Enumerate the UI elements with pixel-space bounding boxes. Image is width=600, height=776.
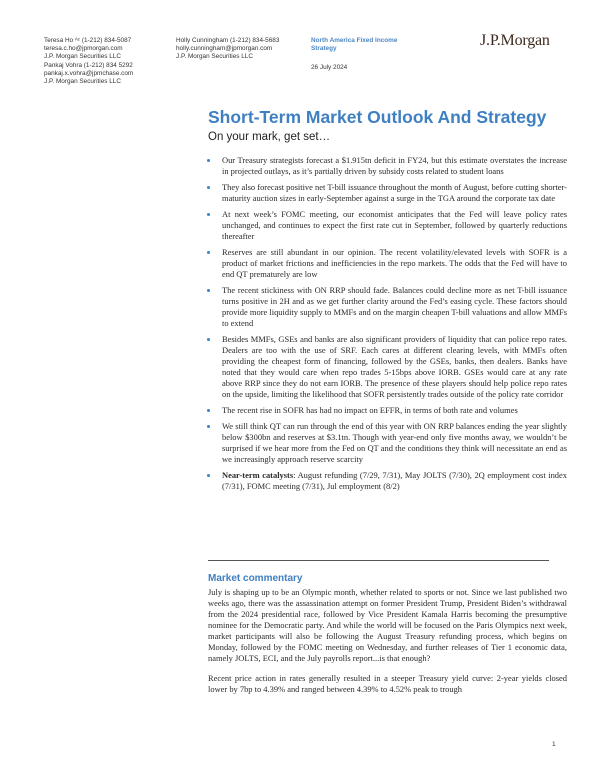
market-commentary-body: [208, 587, 567, 695]
paragraph: July is shaping up to be an Olympic month, whether related to sports or not. Since we last published two weeks ago, there was the assassination attempt on former President Trump, President Biden’s withdrawal from the 2024 presidential race, followed by Vice President Kamala Harris becoming the presumptive nominee for the Democratic party. And while the world will be focused on the Paris Olympics next week, market participants will also be following the August Treasury refunding process, which begins on Monday, followed by the FOMC meeting on Wednesday, and further releases of Tier 1 economic data, namely JOLTS, ECI, and the July payrolls report...is that enough?: [208, 587, 567, 663]
bullet-item: [204, 405, 567, 416]
bullet-icon: [207, 186, 210, 189]
bullet-icon: [207, 289, 210, 292]
bullet-text: : August refunding (7/29, 7/31), May JOLTS (7/30), 2Q employment cost index (7/31), FOMC meeting (7/31), Jul employment (8/2): [222, 470, 567, 491]
bullet-icon: [207, 409, 210, 412]
bullet-icon: [207, 159, 210, 162]
bullet-item: [204, 182, 567, 204]
page-title: Short-Term Market Outlook And Strategy: [208, 107, 547, 127]
contact-teresa-ho: [44, 37, 164, 61]
bullet-text: At next week’s FOMC meeting, our economist anticipates that the Fed will leave policy rates unchanged, and continues to expect the first rate cut in September, followed by quarterly reductions thereafter: [222, 209, 567, 241]
summary-bullets: [204, 155, 567, 497]
bullet-item: [204, 209, 567, 242]
bullet-text: They also forecast positive net T-bill issuance throughout the month of August, before cutting shorter-maturity auction sizes in early-September against a surge in the TGA around the corporate tax date: [222, 182, 567, 203]
contacts-middle: [176, 37, 296, 62]
bullet-bold-label: Near-term catalysts: [222, 470, 294, 480]
report-date: 26 July 2024: [311, 64, 348, 71]
contact-holly-cunningham: [176, 37, 296, 61]
contact-name: Holly Cunningham (1-212) 834-5683: [176, 37, 280, 44]
contact-company: J.P. Morgan Securities LLC: [44, 53, 121, 60]
bullet-icon: [207, 251, 210, 254]
contact-email-link[interactable]: holly.cunningham@jpmorgan.com: [176, 45, 273, 52]
bullet-item: [204, 421, 567, 465]
page-subtitle: On your mark, get set…: [208, 131, 331, 143]
bullet-text: The recent stickiness with ON RRP should fade. Balances could decline more as net T-bill issuance turns positive in 2H and as we get further clarity around the Fed’s easing cycle. These factors should provide more liquidity supply to MMFs and on the margin cheapen T-bill valuations and allow MMFs to extend: [222, 285, 567, 328]
bullet-item: [204, 285, 567, 329]
contact-email-link[interactable]: teresa.c.ho@jpmorgan.com: [44, 45, 123, 52]
contact-name: Teresa Ho ᴬᶜ (1-212) 834-5087: [44, 37, 132, 44]
paragraph: Recent price action in rates generally resulted in a steeper Treasury yield curve: 2-year yields closed lower by 7bp to 4.39% and ranged between 4.39% to 4.52% peak to trough: [208, 673, 567, 694]
bullet-icon: [207, 425, 210, 428]
contacts-left: [44, 37, 164, 87]
bullet-text: The recent rise in SOFR has had no impact on EFFR, in terms of both rate and volumes: [222, 405, 518, 415]
bullet-icon: [207, 338, 210, 341]
bullet-text: Besides MMFs, GSEs and banks are also significant providers of liquidity that can police repo rates. Dealers are too with the use of SRF. Each cares at different clearing levels, with MMFs often providing the cheapest form of financing, followed by the GSEs, banks, then dealers. Banks have noted that they would care when repo trades 5-15bps above IORB. GSEs would care at any rate above RRP since they do not earn IORB. The presence of these players should help police repo rates on the upside, limiting the likelihood that SOFR persistently trades outside of the policy rate corridor: [222, 334, 567, 399]
department-line-2: Strategy: [311, 45, 337, 52]
contact-email-link[interactable]: pankaj.x.vohra@jpmchase.com: [44, 70, 134, 77]
page-number: 1: [552, 741, 556, 748]
department-line-1: North America Fixed Income: [311, 37, 398, 44]
bullet-text: Our Treasury strategists forecast a $1.915tn deficit in FY24, but this estimate overstates the increase in projected outlays, as it’s partially driven by subsidy costs related to student loans: [222, 155, 567, 176]
bullet-icon: [207, 213, 210, 216]
bullet-text: Reserves are still abundant in our opinion. The recent volatility/elevated levels with SOFR is a product of market frictions and inefficiencies in the repo markets. The odds that the Fed will have to end QT prematurely are low: [222, 247, 567, 279]
contact-name: Pankaj Vohra (1-212) 834 5292: [44, 62, 133, 69]
section-heading: Market commentary: [208, 573, 303, 584]
bullet-text: We still think QT can run through the end of this year with ON RRP balances ending the year slightly below $300bn and reserves at $3.1tn. Though with year-end only five months away, we wouldn’t be surprised if we hear more from the Fed on QT and the conditions they think will necessitate an end as we increasingly approach reserve scarcity: [222, 421, 567, 464]
contact-company: J.P. Morgan Securities LLC: [44, 78, 121, 85]
section-divider: [208, 560, 549, 561]
department-label: [311, 37, 397, 53]
bullet-item: [204, 247, 567, 280]
bullet-item-catalysts: [204, 470, 567, 492]
bullet-item: [204, 334, 567, 400]
bullet-icon: [207, 474, 210, 477]
bullet-item: [204, 155, 567, 177]
contact-company: J.P. Morgan Securities LLC: [176, 53, 253, 60]
contact-pankaj-vohra: [44, 62, 164, 86]
jpmorgan-logo: J.P.Morgan: [480, 32, 550, 49]
